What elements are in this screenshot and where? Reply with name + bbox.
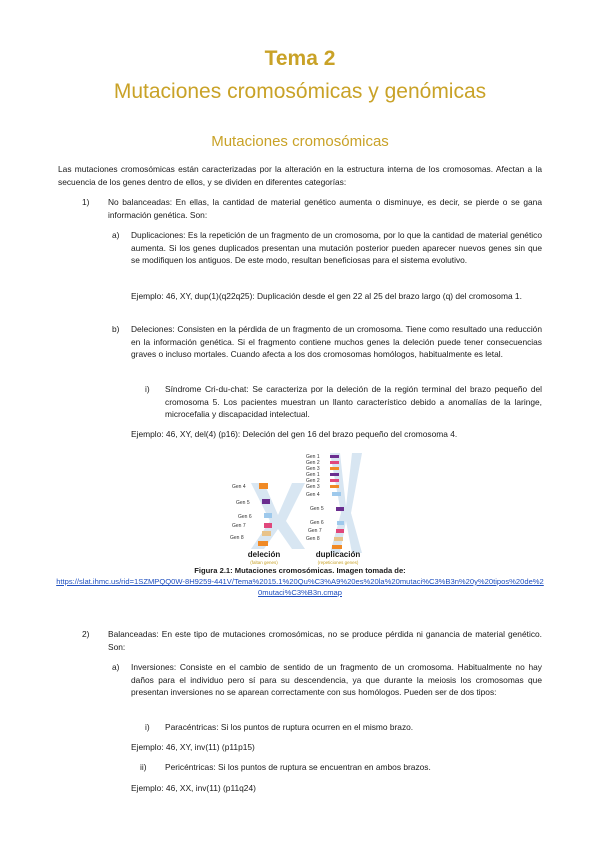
chromosome-figure	[226, 445, 376, 567]
gene-label: Gen 6	[238, 514, 252, 520]
no-balanceadas-paragraph: No balanceadas: En ellas, la cantidad de material genético aumenta o disminuye, es decir, se pierde o se gana información genética. Son:	[108, 197, 542, 220]
gene-label: Gen 1	[306, 454, 320, 460]
gene-label: Gen 7	[232, 523, 246, 529]
deletion-label: deleción	[247, 550, 281, 559]
duplicaciones-paragraph: Duplicaciones: Es la repetición de un fragmento de un cromosoma, por lo que la cantidad de material genético aumenta. Si los genes duplicados presentan una mutación posterior pueden aparecer nuevos genes sin que se modifiquen los antiguos. De este modo, resultan beneficiosas para el sistema evolutivo.	[131, 230, 542, 266]
chapter-subtitle: Mutaciones cromosómicas y genómicas	[113, 80, 487, 103]
gene-label: Gen 5	[310, 506, 324, 512]
item-roman: i)	[145, 384, 150, 394]
item-roman: i)	[145, 722, 150, 732]
deleciones-paragraph: Deleciones: Consisten en la pérdida de un fragmento de un cromosoma. Tiene como resultado una reducción en la información genética. Si el fragmento contiene muchos genes la deleción puede tener consecuencias graves o incluso mortales. Cuando afecta a los dos cromosomas homólogos, habitualmente es letal.	[131, 324, 542, 360]
pericentricas-paragraph: Pericéntricas: Si los puntos de ruptura se encuentran en ambos brazos.	[165, 762, 431, 772]
gene-label: Gen 3	[306, 484, 320, 490]
item-roman: ii)	[140, 762, 147, 772]
gene-label: Gen 8	[306, 536, 320, 542]
intro-paragraph: Las mutaciones cromosómicas están caracterizadas por la alteración en la estructura interna de los cromosomas. Afectan a la secuencia de los genes dentro de ellos, y se dividen en diferentes categorías:	[58, 164, 542, 187]
figure-caption	[40, 566, 560, 577]
gene-label: Gen 3	[306, 466, 320, 472]
gene-label: Gen 8	[230, 535, 244, 541]
deletion-sublabel: (faltan genes)	[250, 560, 278, 565]
gene-label: Gen 6	[310, 520, 324, 526]
paracentricas-paragraph: Paracéntricas: Si los puntos de ruptura ocurren en el mismo brazo.	[165, 722, 414, 732]
cri-du-chat-paragraph: Síndrome Cri-du-chat: Se caracteriza por la deleción de la región terminal del brazo pequeño del cromosoma 5. Los pacientes muestran un llanto característico debido a anomalías de la laringe, microcefalia y discapacidad intelectual.	[165, 384, 542, 420]
pericentricas-example: Ejemplo: 46, XX, inv(11) (p11q24)	[131, 783, 256, 793]
duplication-sublabel: (repeticiones genes)	[317, 560, 359, 565]
duplicaciones-example: Ejemplo: 46, XY, dup(1)(q22q25): Duplicación desde el gen 22 al 25 del brazo largo (q) del cromosoma 1.	[131, 291, 522, 301]
deletion-chromosome	[251, 483, 305, 549]
gene-label: Gen 1	[306, 472, 320, 478]
deleciones-example: Ejemplo: 46, XY, del(4) (p16): Deleción del gen 16 del brazo pequeño del cromosoma 4.	[131, 429, 458, 439]
figure-caption-title: Figura 2.1: Mutaciones cromosómicas. Imagen tomada de:	[194, 566, 406, 575]
item-letter: a)	[112, 230, 120, 240]
section-heading: Mutaciones cromosómicas	[211, 133, 389, 150]
chapter-title: Tema 2	[264, 47, 336, 70]
figure-source-link[interactable]: https://slat.ihmc.us/rid=1SZMPQQ0W-8H9259-441V/Tema%2015.1%20Qu%C3%A9%20es%20la%20mutaci%C3%B3n%20y%20tipos%20de%20mutaci%C3%B3n.cmap	[56, 577, 544, 597]
gene-label: Gen 5	[236, 500, 250, 506]
item-letter: a)	[112, 662, 120, 672]
gene-label: Gen 7	[308, 528, 322, 534]
item-number: 1)	[82, 197, 90, 207]
gene-label: Gen 2	[306, 478, 320, 484]
gene-label: Gen 4	[306, 492, 320, 498]
item-number: 2)	[82, 629, 90, 639]
item-letter: b)	[112, 324, 120, 334]
gene-label: Gen 4	[232, 484, 246, 490]
balanceadas-paragraph: Balanceadas: En este tipo de mutaciones cromosómicas, no se produce pérdida ni ganancia de material genético. Son:	[108, 629, 542, 652]
gene-label: Gen 2	[306, 460, 320, 466]
inversiones-paragraph: Inversiones: Consiste en el cambio de sentido de un fragmento de un cromosoma. Habitualmente no hay daños para el individuo pero sí para su descendencia, ya que durante la meiosis los cromosomas que presentan inversiones no se aparean correctamente con sus homólogos. Pueden ser de dos tipos:	[131, 662, 542, 698]
duplication-label: duplicación	[315, 550, 361, 559]
duplication-chromosome	[330, 453, 362, 553]
paracentricas-example: Ejemplo: 46, XY, inv(11) (p11p15)	[131, 742, 255, 752]
